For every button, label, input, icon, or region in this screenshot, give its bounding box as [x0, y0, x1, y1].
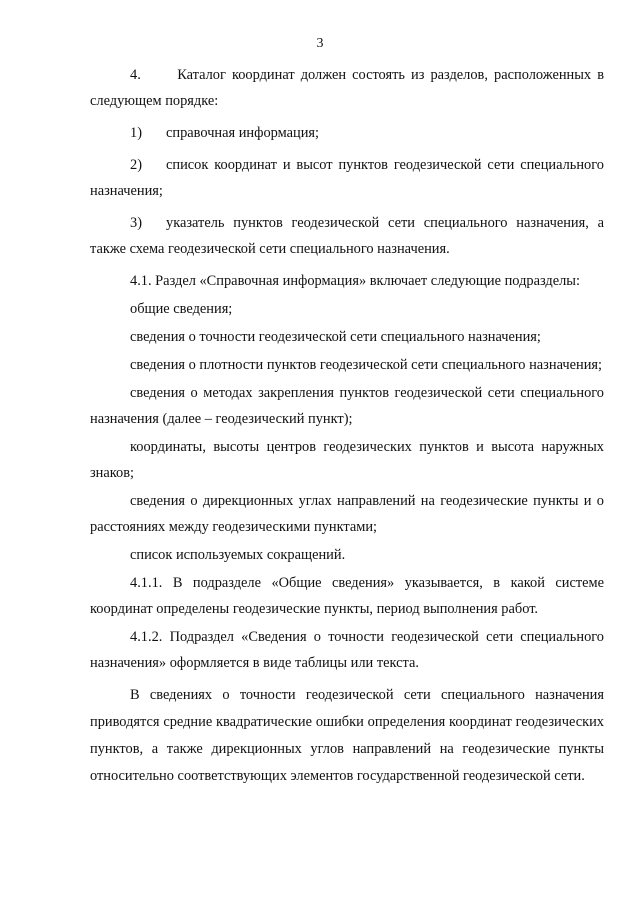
subsection-item: сведения о методах закрепления пунктов геодезической сети специального назначения (далее – геодезический пункт); — [90, 385, 604, 427]
paragraph-4-1-2: 4.1.2. Подраздел «Сведения о точности геодезической сети специального назначения» оформляется в виде таблицы или текста. — [90, 629, 604, 671]
list-item — [90, 210, 604, 262]
subsection-item: сведения о точности геодезической сети специального назначения; — [130, 329, 541, 345]
paragraph-accuracy: В сведениях о точности геодезической сети специального назначения приводятся средние квадратические ошибки определения координат геодезических пунктов, а также дирекционных углов направлений на геодезические пункты относительно соответствующих элементов государственной геодезической сети. — [90, 687, 604, 784]
subsection-item: список используемых сокращений. — [130, 547, 346, 563]
list-item — [130, 120, 604, 146]
list-number: 1) — [130, 125, 142, 141]
list-item — [90, 152, 604, 204]
list-number: 3) — [130, 215, 142, 231]
list-item-text: справочная информация; — [166, 125, 320, 141]
document-body — [90, 62, 604, 790]
subsection-item: общие сведения; — [130, 301, 233, 317]
list-number: 2) — [130, 157, 142, 173]
list-item-text: указатель пунктов геодезической сети специального назначения, а также схема геодезической сети специального назначения. — [90, 215, 604, 257]
subsection-item: сведения о дирекционных углах направлений на геодезические пункты и о расстояниях между геодезическими пунктами; — [90, 493, 604, 535]
subsection-item: координаты, высоты центров геодезических пунктов и высота наружных знаков; — [90, 439, 604, 481]
list-item-text: список координат и высот пунктов геодезической сети специального назначения; — [90, 157, 604, 199]
page-number: 3 — [316, 36, 324, 51]
paragraph-4: 4. Каталог координат должен состоять из разделов, расположенных в следующем порядке: — [90, 67, 604, 109]
paragraph-4-1: 4.1. Раздел «Справочная информация» включает следующие подразделы: — [130, 273, 580, 289]
subsection-item: сведения о плотности пунктов геодезической сети специального назначения; — [130, 357, 603, 373]
paragraph-4-1-1: 4.1.1. В подразделе «Общие сведения» указывается, в какой системе координат определены геодезические пункты, период выполнения работ. — [90, 575, 604, 617]
